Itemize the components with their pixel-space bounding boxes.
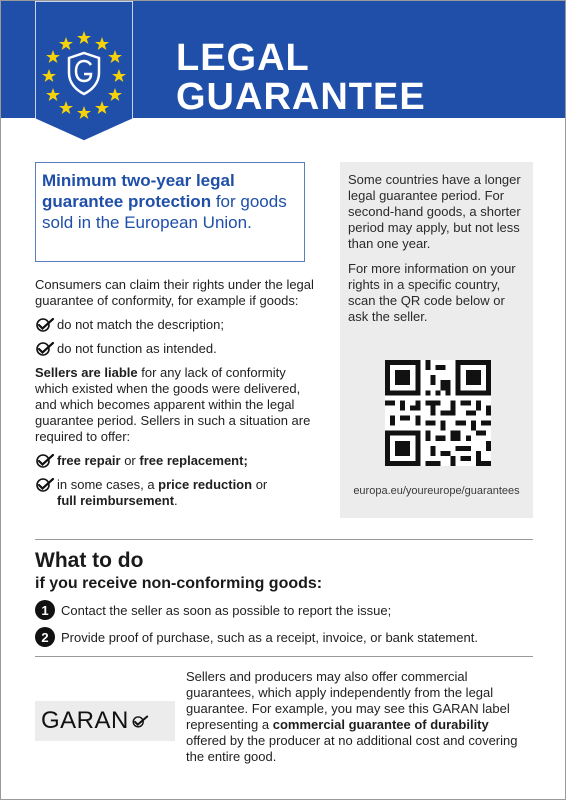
remedy-item	[35, 453, 320, 469]
free-replacement: free replacement;	[139, 453, 248, 468]
qr-code-icon[interactable]	[385, 360, 491, 466]
divider	[35, 656, 533, 657]
garan-logo-text: GARAN	[41, 707, 129, 734]
comm-pre: Sellers and producers may also offer commercial guarantees, which apply independently from the legal guarantee. For example, you may see this GARAN label representing a	[186, 669, 510, 732]
header-banner	[1, 1, 566, 118]
remedy-text	[57, 453, 248, 469]
what-to-do-subheading: if you receive non-conforming goods:	[35, 575, 323, 592]
period: .	[174, 493, 178, 508]
remedy-item	[35, 477, 320, 509]
title-line-2: GUARANTEE	[176, 76, 426, 118]
condition-text: do not function as intended.	[57, 341, 217, 356]
checkmark-icon	[131, 713, 149, 729]
or-text: or	[252, 477, 268, 492]
step-number-icon: 1	[35, 600, 55, 620]
garan-label-logo	[35, 701, 175, 741]
comm-post: offered by the producer at no additional cost and covering the entire good.	[186, 733, 518, 764]
condition-text: do not match the description;	[57, 317, 224, 332]
step-number-icon: 2	[35, 627, 55, 647]
sidebar-para-1: Some countries have a longer legal guarantee period. For second-hand goods, a shorter period may apply, but not less than one year.	[348, 172, 521, 251]
divider	[35, 539, 533, 540]
checkmark-icon	[35, 341, 55, 357]
conformity-rights-text	[35, 277, 320, 517]
condition-item	[35, 317, 320, 333]
guarantees-link[interactable]: europa.eu/youreurope/guarantees	[353, 485, 520, 497]
info-sidebar	[340, 162, 533, 518]
eu-stars-shield-G-icon	[35, 1, 133, 141]
liability-paragraph	[35, 365, 320, 445]
step-item	[35, 600, 391, 620]
what-to-do-heading: What to do	[35, 549, 144, 572]
step-text: Contact the seller as soon as possible to report the issue;	[61, 602, 392, 618]
or-text: or	[120, 453, 140, 468]
step-text: Provide proof of purchase, such as a receipt, invoice, or bank statement.	[61, 629, 478, 645]
condition-item	[35, 341, 320, 357]
step-item	[35, 627, 478, 647]
free-repair: free repair	[57, 453, 121, 468]
checkmark-icon	[35, 477, 55, 493]
comm-bold: commercial guarantee of durability	[272, 717, 489, 732]
minimum-protection-callout	[35, 162, 305, 262]
full-reimbursement: full reimbursement	[57, 493, 175, 508]
price-reduction: price reduction	[158, 477, 253, 492]
page-title	[176, 39, 426, 117]
intro-paragraph: Consumers can claim their rights under the legal guarantee of conformity, for example if goods:	[35, 277, 314, 308]
callout-rest: for goods sold in the European Union.	[42, 192, 287, 232]
remedy-text	[57, 477, 267, 509]
callout-bold: Minimum two-year legal guarantee protection	[42, 171, 235, 211]
cases-text: in some cases, a	[57, 477, 159, 492]
checkmark-icon	[35, 453, 55, 469]
liability-bold: Sellers are liable	[35, 365, 138, 380]
liability-rest: for any lack of conformity which existed when the goods were delivered, and which becomes apparent within the legal guarantee period. Sellers in such a situation are required to offer:	[35, 365, 311, 444]
commercial-guarantee-text	[186, 669, 531, 765]
title-line-1: LEGAL	[176, 37, 310, 79]
sidebar-para-2: For more information on your rights in a specific country, scan the QR code below or ask the seller.	[348, 261, 516, 324]
checkmark-icon	[35, 317, 55, 333]
